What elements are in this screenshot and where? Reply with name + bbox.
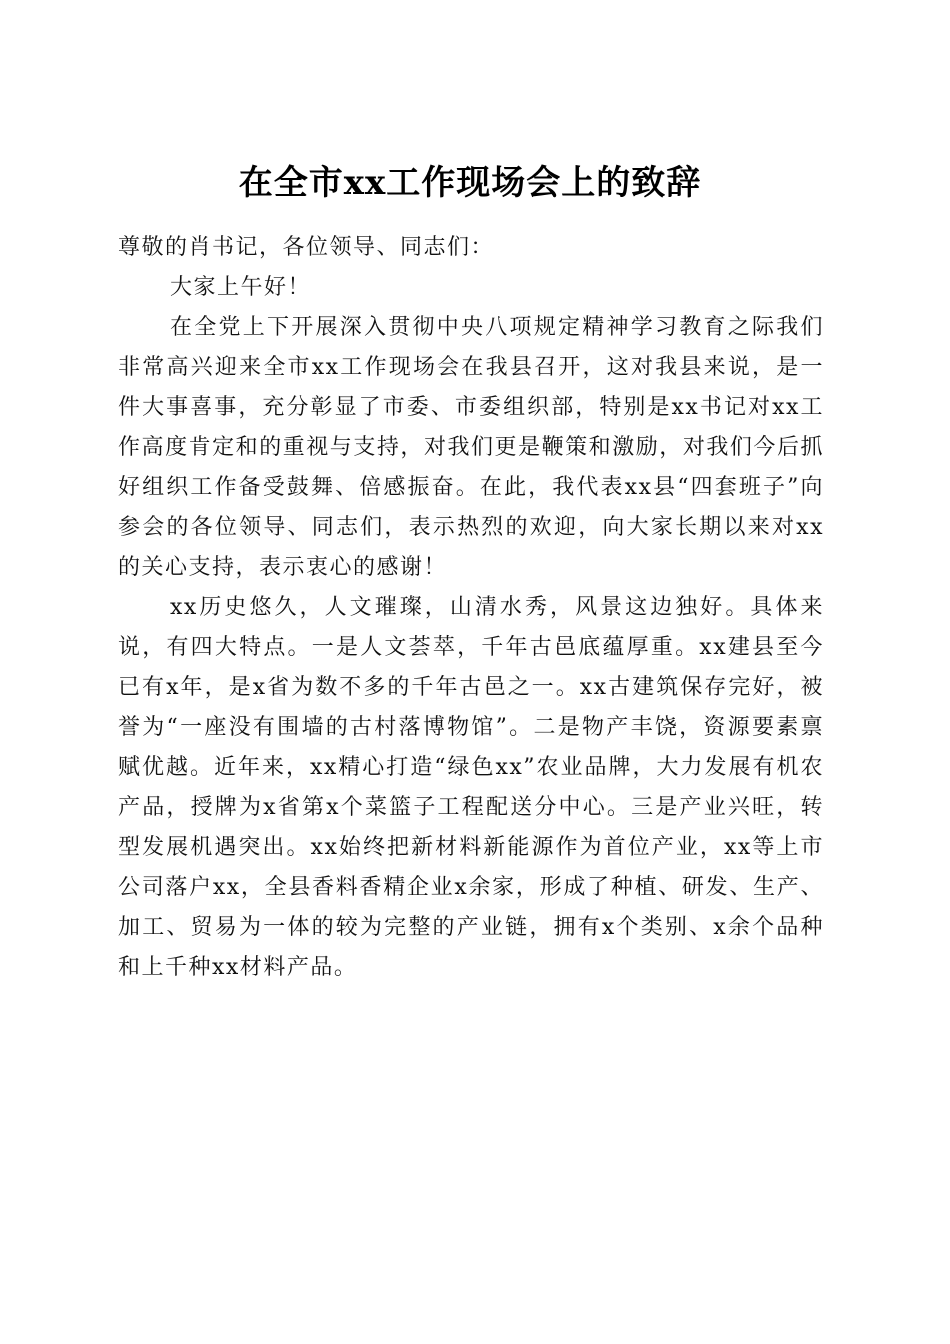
features-paragraph: xx历史悠久，人文璀璨，山清水秀，风景这边独好。具体来说，有四大特点。一是人文荟萃，千年古邑底蕴厚重。xx建县至今已有x年，是x省为数不多的千年古邑之一。xx古建筑保存完好，被誉为“一座没有围墙的古村落博物馆”。二是物产丰饶，资源要素禀赋优越。近年来，xx精心打造“绿色xx”农业品牌，大力发展有机农产品，授牌为x省第x个菜篮子工程配送分中心。三是产业兴旺，转型发展机遇突出。xx始终把新材料新能源作为首位产业，xx等上市公司落户xx，全县香料香精企业x余家，形成了种植、研发、生产、加工、贸易为一体的较为完整的产业链，拥有x个类别、x余个品种和上千种xx材料产品。 <box>118 595 825 980</box>
greeting-paragraph: 大家上午好！ <box>170 275 312 300</box>
salutation: 尊敬的肖书记，各位领导、同志们： <box>118 235 495 260</box>
document-body <box>118 228 824 988</box>
welcome-paragraph: 在全党上下开展深入贯彻中央八项规定精神学习教育之际我们非常高兴迎来全市xx工作现场会在我县召开，这对我县来说，是一件大事喜事，充分彰显了市委、市委组织部，特别是xx书记对xx工作高度肯定和的重视与支持，对我们更是鞭策和激励，对我们今后抓好组织工作备受鼓舞、倍感振奋。在此，我代表xx县“四套班子”向参会的各位领导、同志们，表示热烈的欢迎，向大家长期以来对xx的关心支持，表示衷心的感谢！ <box>118 315 824 580</box>
document-title: 在全市xx工作现场会上的致辞 <box>238 162 702 203</box>
